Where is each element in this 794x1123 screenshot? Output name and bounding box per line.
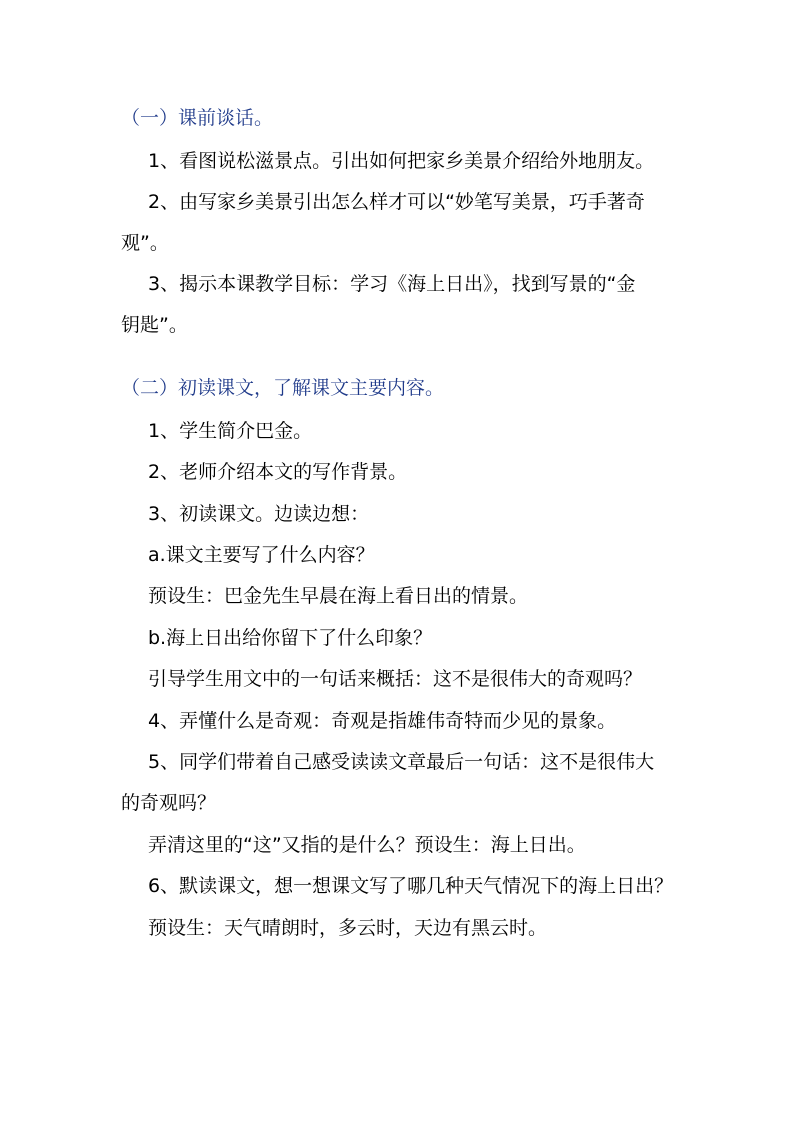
- paragraph-line: 的奇观吗？: [121, 792, 217, 814]
- paragraph-line: 2、老师介绍本文的写作背景。: [148, 461, 408, 483]
- paragraph-line: 引导学生用文中的一句话来概括：这不是很伟大的奇观吗？: [148, 668, 643, 690]
- paragraph-line: 观”。: [121, 232, 169, 254]
- paragraph-line: 预设生：天气晴朗时，多云时，天边有黑云时。: [148, 917, 548, 939]
- paragraph-line: 弄清这里的“这”又指的是什么？预设生：海上日出。: [148, 834, 586, 856]
- paragraph-line: 3、初读课文。边读边想：: [148, 503, 370, 525]
- paragraph-line: 2、由写家乡美景引出怎么样才可以“妙笔写美景，巧手著奇: [148, 191, 645, 213]
- section-2-heading: （二）初读课文，了解课文主要内容。: [121, 377, 445, 399]
- paragraph-line: b.海上日出给你留下了什么印象？: [148, 627, 433, 649]
- paragraph-line: 5、同学们带着自己感受读读文章最后一句话：这不是很伟大: [148, 751, 655, 773]
- paragraph-line: 1、学生简介巴金。: [148, 420, 313, 442]
- paragraph-line: a.课文主要写了什么内容？: [148, 544, 375, 566]
- paragraph-line: 6、默读课文，想一想课文写了哪几种天气情况下的海上日出？: [148, 875, 674, 897]
- paragraph-line: 3、揭示本课教学目标：学习《海上日出》，找到写景的“金: [148, 273, 636, 295]
- section-1-heading: （一）课前谈话。: [121, 107, 274, 129]
- paragraph-line: 预设生：巴金先生早晨在海上看日出的情景。: [148, 585, 529, 607]
- paragraph-line: 1、看图说松滋景点。引出如何把家乡美景介绍给外地朋友。: [148, 150, 655, 172]
- paragraph-line: 钥匙”。: [121, 314, 188, 336]
- paragraph-line: 4、弄懂什么是奇观：奇观是指雄伟奇特而少见的景象。: [148, 710, 617, 732]
